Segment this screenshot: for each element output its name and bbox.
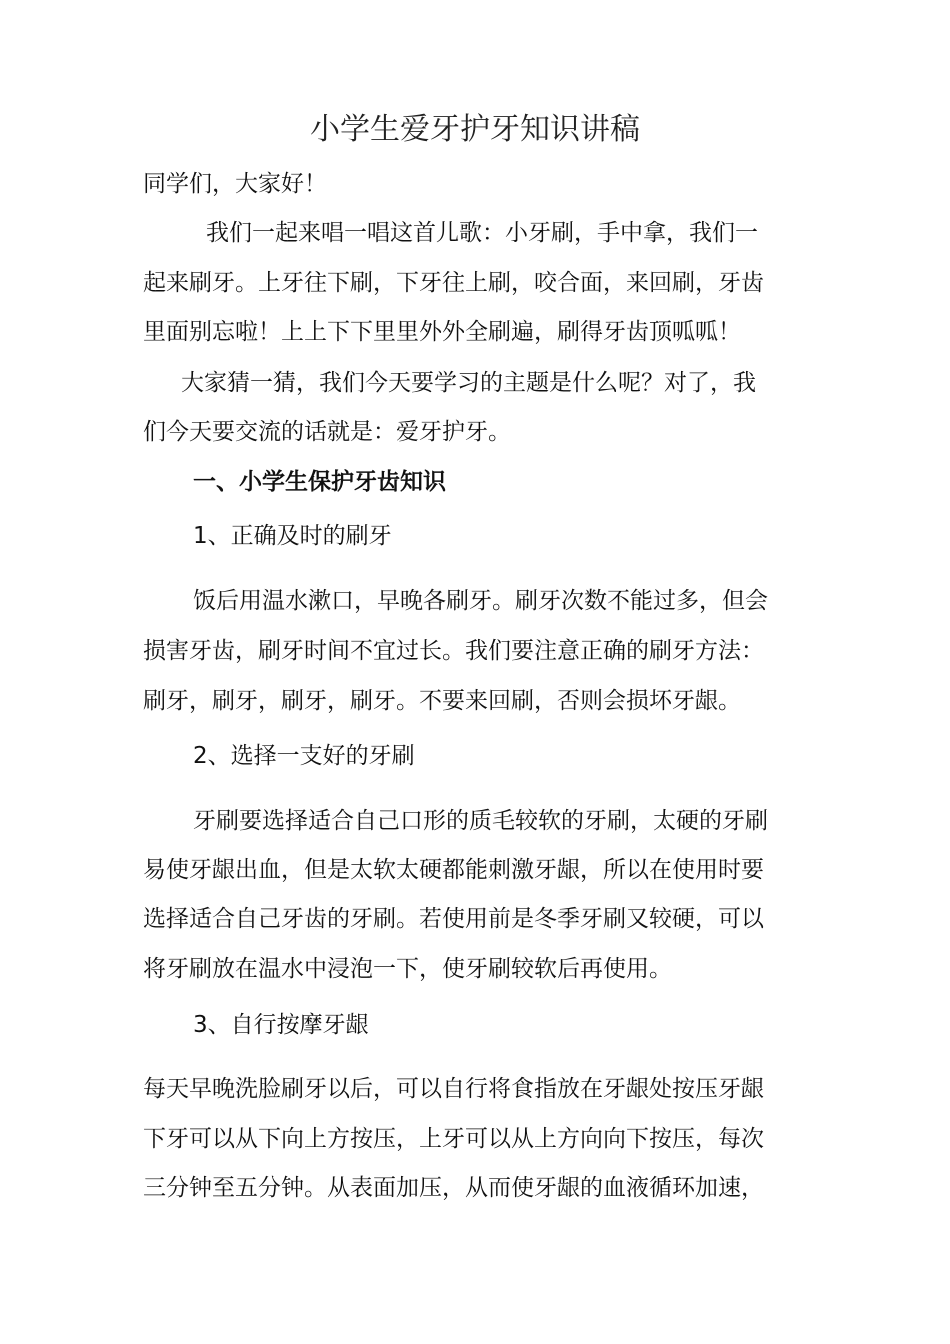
paragraph-line: 大家猜一猜，我们今天要学习的主题是什么呢？对了，我 (181, 370, 756, 396)
greeting-line: 同学们，大家好！ (143, 171, 327, 197)
section-heading: 一、小学生保护牙齿知识 (193, 469, 446, 495)
paragraph-line: 每天早晚洗脸刷牙以后，可以自行将食指放在牙龈处按压牙龈 (143, 1076, 764, 1102)
paragraph-line: 起来刷牙。上牙往下刷，下牙往上刷，咬合面，来回刷，牙齿 (143, 270, 764, 296)
paragraph-line: 选择适合自己牙齿的牙刷。若使用前是冬季牙刷又较硬，可以 (143, 906, 764, 932)
paragraph-line: 易使牙龈出血，但是太软太硬都能刺激牙龈，所以在使用时要 (143, 857, 764, 883)
paragraph-line: 们今天要交流的话就是：爱牙护牙。 (143, 419, 511, 445)
paragraph-line: 里面别忘啦！上上下下里里外外全刷遍，刷得牙齿顶呱呱！ (143, 319, 741, 345)
paragraph-line: 我们一起来唱一唱这首儿歌：小牙刷，手中拿，我们一 (206, 220, 758, 246)
subsection-heading: 1、正确及时的刷牙 (193, 523, 392, 549)
paragraph-line: 饭后用温水漱口，早晚各刷牙。刷牙次数不能过多，但会 (193, 588, 768, 614)
subsection-heading: 3、自行按摩牙龈 (193, 1012, 369, 1038)
paragraph-line: 三分钟至五分钟。从表面加压，从而使牙龈的血液循环加速， (143, 1175, 764, 1201)
paragraph-line: 牙刷要选择适合自己口形的质毛较软的牙刷，太硬的牙刷 (193, 808, 768, 834)
document-title: 小学生爱牙护牙知识讲稿 (310, 112, 640, 147)
subsection-heading: 2、选择一支好的牙刷 (193, 743, 415, 769)
paragraph-line: 刷牙，刷牙，刷牙，刷牙。不要来回刷，否则会损坏牙龈。 (143, 688, 741, 714)
paragraph-line: 损害牙齿，刷牙时间不宜过长。我们要注意正确的刷牙方法： (143, 638, 764, 664)
paragraph-line: 下牙可以从下向上方按压，上牙可以从上方向向下按压，每次 (143, 1126, 764, 1152)
paragraph-line: 将牙刷放在温水中浸泡一下，使牙刷较软后再使用。 (143, 956, 672, 982)
